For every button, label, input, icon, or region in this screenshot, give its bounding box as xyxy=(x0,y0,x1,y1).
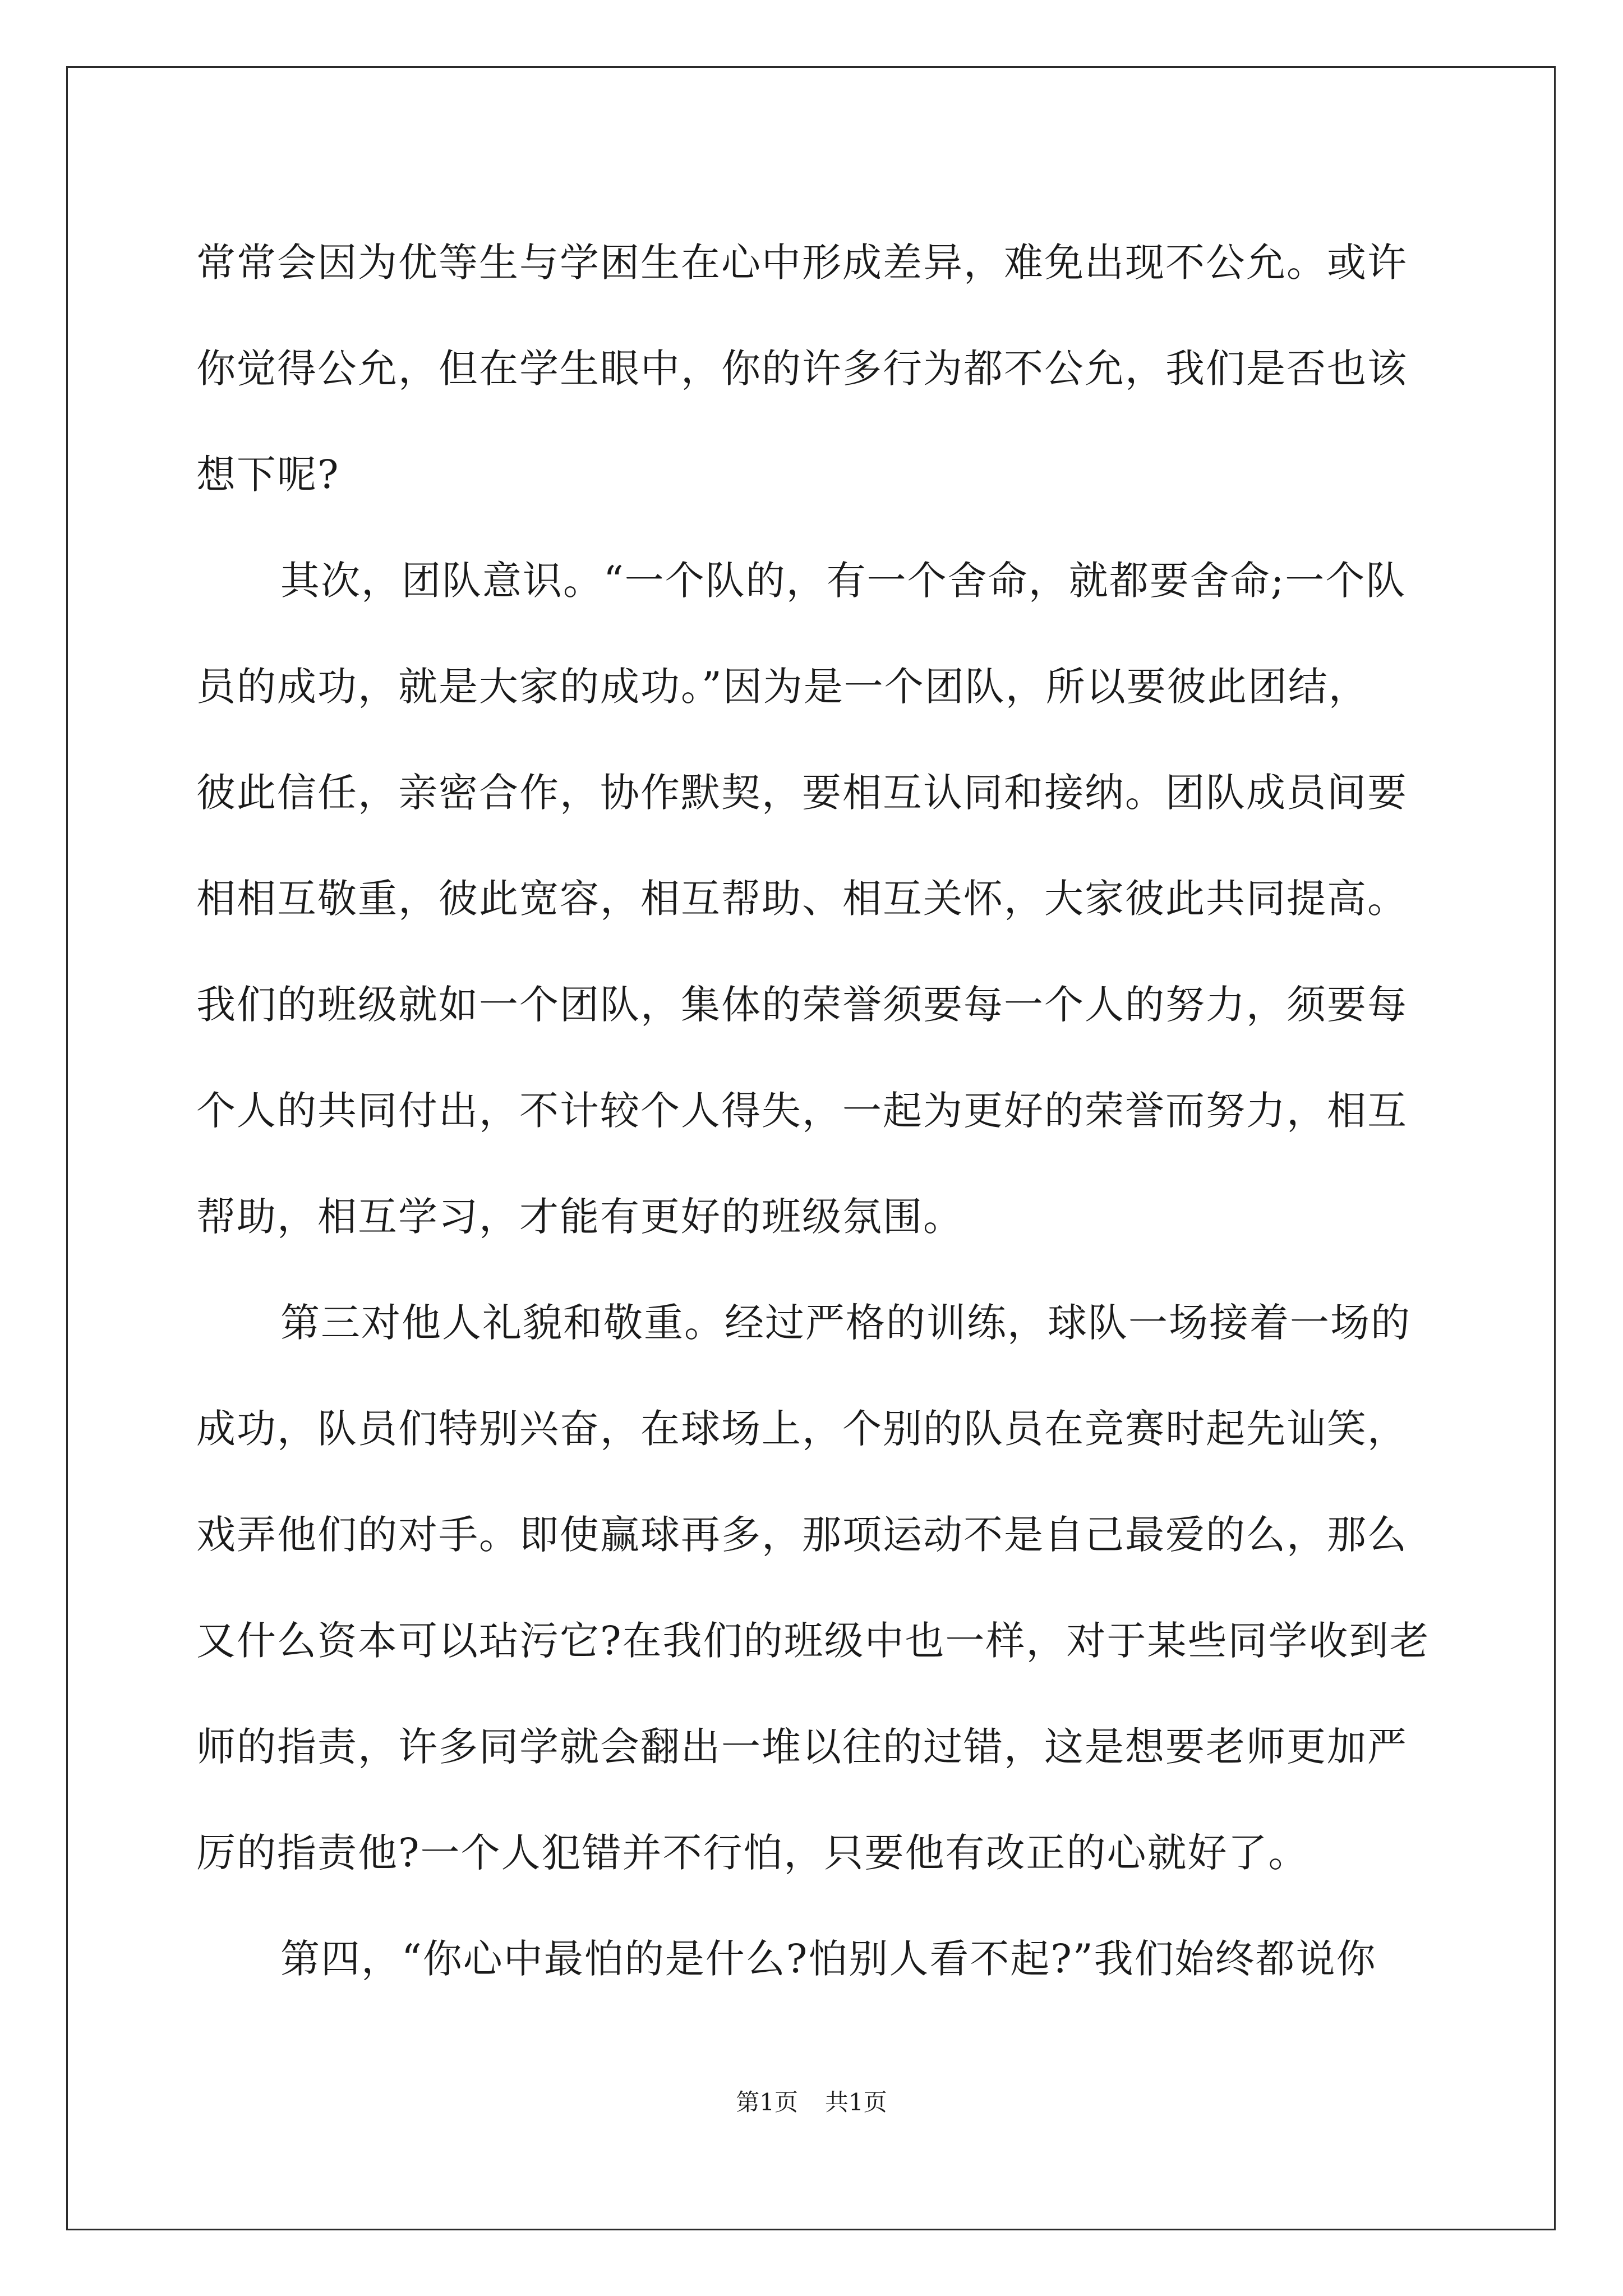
page-total: 共1页 xyxy=(825,2088,887,2116)
text-line-10: 帮助，相互学习，才能有更好的班级氛围。 xyxy=(196,1194,963,1240)
text-line-9: 个人的共同付出，不计较个人得失，一起为更好的荣誉而努力，相互 xyxy=(196,1088,1408,1134)
text-line-3: 想下呢? xyxy=(196,452,340,498)
text-line-12: 成功，队员们特别兴奋，在球场上，个别的队员在竞赛时起先讪笑， xyxy=(196,1406,1408,1452)
text-line-5: 员的成功，就是大家的成功。”因为是一个团队，所以要彼此团结， xyxy=(196,664,1369,710)
text-line-8: 我们的班级就如一个团队，集体的荣誉须要每一个人的努力，须要每 xyxy=(196,982,1408,1028)
text-line-11: 第三对他人礼貌和敬重。经过严格的训练，球队一场接着一场的 xyxy=(280,1300,1411,1346)
document-body xyxy=(196,210,1430,2012)
text-line-7: 相相互敬重，彼此宽容，相互帮助、相互关怀，大家彼此共同提高。 xyxy=(196,876,1408,922)
text-line-6: 彼此信任，亲密合作，协作默契，要相互认同和接纳。团队成员间要 xyxy=(196,770,1408,816)
text-line-17: 第四，“你心中最怕的是什么?怕别人看不起?”我们始终都说你 xyxy=(280,1936,1377,1982)
text-line-1: 常常会因为优等生与学困生在心中形成差异，难免出现不公允。或许 xyxy=(196,240,1408,286)
text-line-2: 你觉得公允，但在学生眼中，你的许多行为都不公允，我们是否也该 xyxy=(196,346,1408,392)
text-line-14: 又什么资本可以玷污它?在我们的班级中也一样，对于某些同学收到老 xyxy=(196,1618,1430,1664)
text-line-4: 其次，团队意识。“一个队的，有一个舍命，就都要舍命;一个队 xyxy=(280,558,1407,604)
page-footer xyxy=(0,2086,1623,2119)
text-line-16: 厉的指责他?一个人犯错并不行怕，只要他有改正的心就好了。 xyxy=(196,1830,1309,1876)
text-line-15: 师的指责，许多同学就会翻出一堆以往的过错，这是想要老师更加严 xyxy=(196,1724,1408,1770)
page-number: 第1页 xyxy=(736,2088,798,2116)
text-line-13: 戏弄他们的对手。即使赢球再多，那项运动不是自己最爱的么，那么 xyxy=(196,1512,1408,1558)
